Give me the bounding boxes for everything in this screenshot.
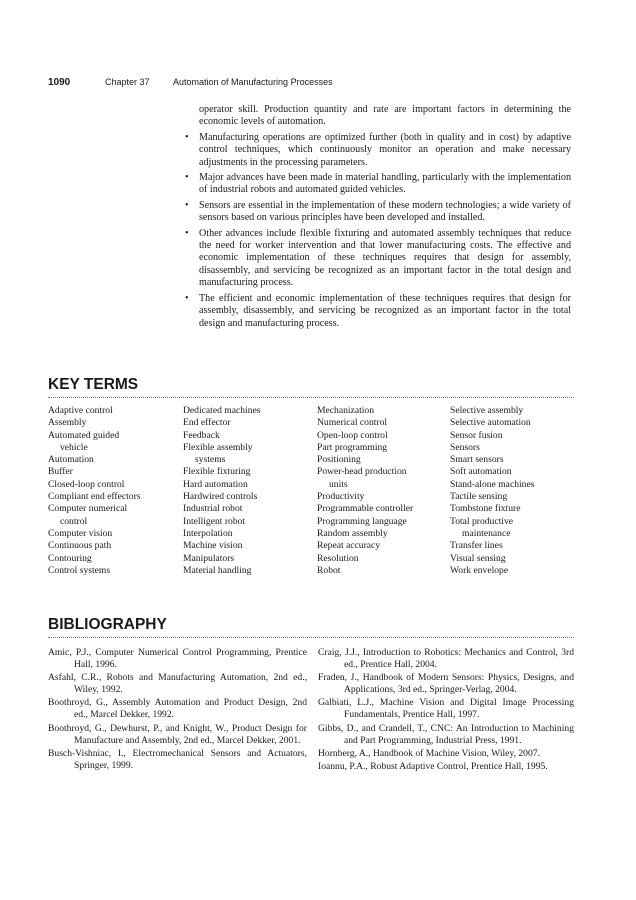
key-term: Part programming xyxy=(317,441,388,453)
bibliography-entry: Fraden, J., Handbook of Modern Sensors: Physics, Designs, and Applications, 3rd ed., Springer-Verlag, 2004. xyxy=(318,672,574,696)
key-term: Control systems xyxy=(48,564,111,576)
key-term: Stand-alone machines xyxy=(450,478,535,490)
bibliography-entry: Amic, P.J., Computer Numerical Control Programming, Prentice Hall, 1996. xyxy=(48,647,307,671)
key-term: Adaptive control xyxy=(48,405,113,416)
bibliography-heading: BIBLIOGRAPHY xyxy=(48,616,167,633)
key-term: Computer numerical xyxy=(48,503,128,515)
key-term: systems xyxy=(195,454,226,466)
key-term: Transfer lines xyxy=(450,540,503,552)
bullet-text: Manufacturing operations are optimized further (both in quality and in cost) by adaptive control techniques, which continuously monitor an operation and make necessary adjustments in the processing parameters. xyxy=(199,131,571,168)
key-term: Industrial robot xyxy=(183,503,243,515)
key-term: units xyxy=(329,478,348,490)
key-terms-heading: KEY TERMS xyxy=(48,376,139,393)
key-term: maintenance xyxy=(462,527,511,539)
key-term: vehicle xyxy=(60,441,88,453)
key-terms-column-2 xyxy=(183,405,261,577)
key-term: Contouring xyxy=(48,552,92,564)
key-term: Assembly xyxy=(48,417,87,429)
key-term: Hardwired controls xyxy=(183,491,258,503)
key-term: Positioning xyxy=(317,454,361,466)
bibliography-right-column xyxy=(318,647,574,774)
bibliography-entry: Ioannu, P.A., Robust Adaptive Control, Prentice Hall, 1995. xyxy=(318,760,548,772)
key-term: Closed-loop control xyxy=(48,478,125,490)
bullet-icon: • xyxy=(185,172,189,184)
key-term: Selective automation xyxy=(450,417,531,429)
key-term: Dedicated machines xyxy=(183,405,261,416)
key-term: Sensor fusion xyxy=(450,429,503,441)
bibliography-section-header xyxy=(48,613,574,638)
key-term: Automation xyxy=(48,454,94,466)
page-number: 1090 xyxy=(48,77,71,88)
body-text xyxy=(185,104,571,330)
key-term: Manipulators xyxy=(183,552,235,564)
bibliography-entry: Asfahl, C.R., Robots and Manufacturing Automation, 2nd ed., Wiley, 1992. xyxy=(48,672,307,696)
key-term: Hard automation xyxy=(183,478,248,490)
key-terms-column-1 xyxy=(48,405,141,577)
bibliography-entry: Galbiati, L.J., Machine Vision and Digital Image Processing Fundamentals, Prentice Hall, 1997. xyxy=(318,697,574,721)
bullet-item xyxy=(185,227,571,290)
key-term: Productivity xyxy=(317,491,365,503)
bullet-text: The efficient and economic implementation of these techniques requires that design for assembly, disassembly, and servicing be recognized as an important factor in the total design and manufacturing process. xyxy=(199,292,571,329)
key-term: Tactile sensing xyxy=(450,491,508,503)
key-term: Power-head production xyxy=(317,466,407,478)
key-term: Resolution xyxy=(317,552,359,564)
key-term: Soft automation xyxy=(450,466,512,478)
key-term: End effector xyxy=(183,417,231,429)
key-term: Robot xyxy=(317,564,341,576)
bibliography-entry: Hornberg, A., Handbook of Machine Vision, Wiley, 2007. xyxy=(318,747,540,759)
key-term: Mechanization xyxy=(317,405,375,416)
summary-bullets xyxy=(185,131,571,330)
key-term: Smart sensors xyxy=(450,454,504,466)
bibliography-left-column xyxy=(48,647,307,773)
key-term: Visual sensing xyxy=(450,552,506,564)
key-terms-column-4 xyxy=(450,405,534,577)
key-term: Continuous path xyxy=(48,540,112,552)
key-term: Flexible fixturing xyxy=(183,466,251,478)
bullet-icon: • xyxy=(185,292,189,304)
key-term: Flexible assembly xyxy=(183,441,253,453)
key-term: control xyxy=(60,515,88,527)
bullet-text: Major advances have been made in material handling, particularly with the implementation of industrial robots and automated guided vehicles. xyxy=(199,172,571,196)
key-term: Material handling xyxy=(183,564,252,576)
key-term: Feedback xyxy=(183,429,220,441)
bullet-item xyxy=(185,131,571,169)
key-term: Selective assembly xyxy=(450,405,524,416)
bullet-item xyxy=(185,172,571,197)
bibliography-entry: Gibbs, D., and Crandell, T., CNC: An Introduction to Machining and Part Programming, Industrial Press, 1991. xyxy=(318,722,574,746)
bibliography-entry: Craig, J.J., Introduction to Robotics: Mechanics and Control, 3rd ed., Prentice Hall, 2004. xyxy=(318,647,574,671)
bibliography-entry: Boothroyd, G., Assembly Automation and Product Design, 2nd ed., Marcel Dekker, 1992. xyxy=(48,697,307,721)
key-term: Programming language xyxy=(317,515,407,527)
bullet-text: Sensors are essential in the implementation of these modern technologies; a wide variety of sensors based on various principles have been developed and installed. xyxy=(199,199,571,224)
bullet-item xyxy=(185,199,571,225)
key-term: Numerical control xyxy=(317,417,388,429)
key-term: Intelligent robot xyxy=(183,515,246,527)
key-term: Random assembly xyxy=(317,527,388,539)
bullet-item xyxy=(185,292,571,330)
key-term: Total productive xyxy=(450,515,514,527)
key-term: Interpolation xyxy=(183,527,233,539)
chapter-label: Chapter 37 xyxy=(105,77,150,87)
key-term: Tombstone fixture xyxy=(450,503,521,515)
bullet-icon: • xyxy=(185,199,189,211)
key-term: Sensors xyxy=(450,441,480,453)
key-term: Work envelope xyxy=(450,564,509,576)
key-terms-column-3 xyxy=(317,405,413,577)
key-terms-section-header xyxy=(48,373,574,398)
key-term: Machine vision xyxy=(183,540,243,552)
bibliography-entry: Busch-Vishniac, I., Electromechanical Sensors and Actuators, Springer, 1999. xyxy=(48,747,307,771)
bibliography-entry: Boothroyd, G., Dewhurst, P., and Knight, W., Product Design for Manufacture and Assembly, 2nd ed., Marcel Dekker, 2001. xyxy=(48,722,307,746)
key-term: Programmable controller xyxy=(317,503,414,515)
page-header xyxy=(48,77,608,91)
key-term: Automated guided xyxy=(48,429,120,441)
bullet-icon: • xyxy=(185,131,189,143)
key-term: Repeat accuracy xyxy=(317,540,381,552)
key-term: Open-loop control xyxy=(317,429,388,441)
key-term: Computer vision xyxy=(48,527,113,539)
continued-paragraph: operator skill. Production quantity and rate are important factors in determining the economic levels of automation. xyxy=(199,104,571,128)
key-term: Compliant end effectors xyxy=(48,491,141,503)
running-title: Automation of Manufacturing Processes xyxy=(173,77,333,87)
bullet-text: Other advances include flexible fixturing and automated assembly techniques that reduce the need for worker intervention and that lower manufacturing costs. The effective and economic implementation of these techniques requires that design for assembly, disassembly, and servicing be recognized as an important factor in the total design and manufacturing process. xyxy=(199,227,571,289)
bullet-icon: • xyxy=(185,227,189,239)
key-term: Buffer xyxy=(48,466,73,478)
